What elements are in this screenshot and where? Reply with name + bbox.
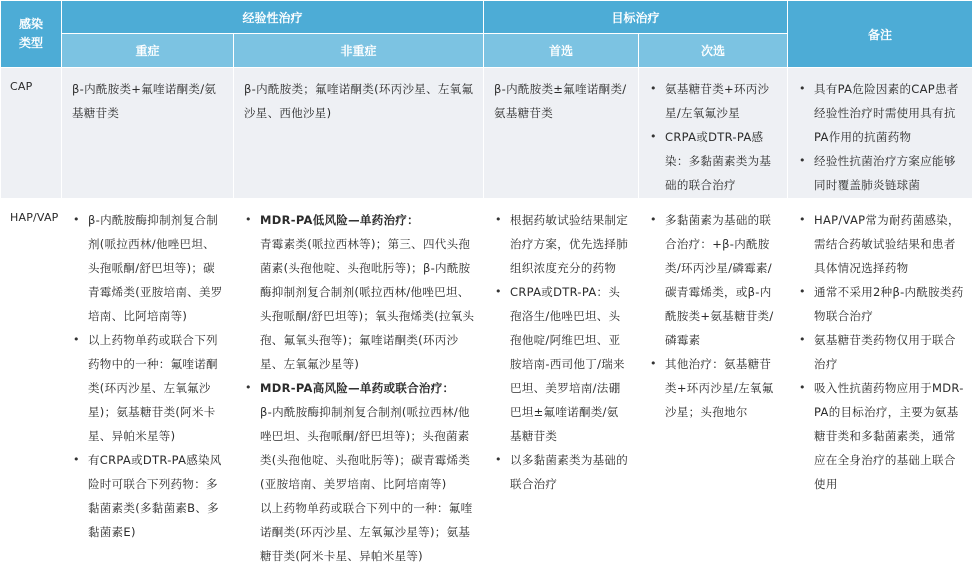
high-risk-title: MDR-PA高风险—单药或联合治疗：: [260, 381, 455, 395]
high-risk-text-2: 以上药物单药或联合下列中的一种：氟喹诺酮类(环丙沙星、左氧氟沙星等)；氨基糖苷类(阿米卡星、异帕米星等): [260, 501, 473, 563]
row-type-hap: HAP/VAP: [1, 199, 62, 569]
list-item: • 通常不采用2种β-内酰胺类药物联合治疗: [796, 280, 964, 328]
cap-severe-cell: [62, 68, 234, 199]
notes-header: 备注: [788, 1, 972, 68]
row-type-cap: CAP: [1, 68, 62, 199]
list-item: • 经验性抗菌治疗方案应能够同时覆盖肺炎链球菌: [796, 149, 964, 197]
cap-severe-text: β-内酰胺类+氟喹诺酮类/氨基糖苷类: [72, 82, 217, 120]
list-item: • 根据药敏试验结果制定治疗方案，优先选择肺组织浓度充分的药物: [492, 208, 630, 280]
list-item: • HAP/VAP常为耐药菌感染，需结合药敏试验结果和患者具体情况选择药物: [796, 208, 964, 280]
cap-second-cell: [639, 68, 788, 199]
list-item: [242, 208, 475, 376]
low-risk-text: 青霉素类(哌拉西林等)；第三、四代头孢菌素(头孢他啶、头孢吡肟等)；β-内酰胺酶抑制剂复合制剂(哌拉西林/他唑巴坦、头孢哌酮/舒巴坦等)；氧头孢烯类(拉氧头孢、氟氧头孢等)；氟喹诺酮类(环丙沙星、左氧氟沙星等): [260, 237, 475, 371]
hap-severe-cell: [62, 199, 234, 569]
first-choice-header: 首选: [484, 34, 639, 68]
list-item: • 具有PA危险因素的CAP患者经验性治疗时需使用具有抗PA作用的抗菌药物: [796, 77, 964, 149]
cap-first-text: β-内酰胺类±氟喹诺酮类/氨基糖苷类: [494, 82, 627, 120]
hap-notes-cell: [788, 199, 972, 569]
hap-second-cell: [639, 199, 788, 569]
second-choice-header: 次选: [639, 34, 788, 68]
non-severe-header: 非重症: [234, 34, 484, 68]
low-risk-title: MDR-PA低风险—单药治疗：: [260, 213, 419, 227]
list-item: • 以多黏菌素类为基础的联合治疗: [492, 448, 630, 496]
cap-first-cell: [484, 68, 639, 199]
table-row-hap: [1, 199, 972, 569]
hap-first-cell: [484, 199, 639, 569]
severe-header: 重症: [62, 34, 234, 68]
list-item: [242, 376, 475, 568]
list-item: • 多黏菌素为基础的联合治疗：+β-内酰胺类/环丙沙星/磷霉素/碳青霉烯类，或β-内酰胺类+氨基糖苷类/磷霉素: [647, 208, 779, 352]
list-item: • CRPA或DTR-PA感染：多黏菌素类为基础的联合治疗: [647, 125, 779, 197]
list-item: • β-内酰胺酶抑制剂复合制剂(哌拉西林/他唑巴坦、头孢哌酮/舒巴坦等)；碳青霉烯类(亚胺培南、美罗培南、比阿培南等): [70, 208, 225, 328]
targeted-treatment-header: 目标治疗: [484, 1, 788, 34]
table-row-cap: [1, 68, 972, 199]
list-item: • 以上药物单药或联合下列药物中的一种：氟喹诺酮类(环丙沙星、左氧氟沙星)；氨基糖苷类(阿米卡星、异帕米星等): [70, 328, 225, 448]
list-item: • 氨基糖苷类+环丙沙星/左氧氟沙星: [647, 77, 779, 125]
high-risk-text: β-内酰胺酶抑制剂复合制剂(哌拉西林/他唑巴坦、头孢哌酮/舒巴坦等)；头孢菌素类(头孢他啶、头孢吡肟等)；碳青霉烯类(亚胺培南、美罗培南、比阿培南等): [260, 405, 471, 491]
list-item: • 有CRPA或DTR-PA感染风险时可联合下列药物：多黏菌素类(多黏菌素B、多黏菌素E): [70, 448, 225, 544]
cap-non-severe-text: β-内酰胺类；氟喹诺酮类(环丙沙星、左氧氟沙星、西他沙星): [244, 82, 474, 120]
hap-non-severe-cell: [234, 199, 484, 569]
list-item: • 其他治疗：氨基糖苷类+环丙沙星/左氧氟沙星；头孢地尔: [647, 352, 779, 424]
list-item: • 吸入性抗菌药物应用于MDR-PA的目标治疗，主要为氨基糖苷类和多黏菌素类，通常应在全身治疗的基础上联合使用: [796, 376, 964, 496]
list-item: • 氨基糖苷类药物仅用于联合治疗: [796, 328, 964, 376]
infection-type-header: 感染 类型: [1, 1, 62, 68]
cap-non-severe-cell: [234, 68, 484, 199]
cap-notes-cell: [788, 68, 972, 199]
empirical-treatment-header: 经验性治疗: [62, 1, 484, 34]
list-item: • CRPA或DTR-PA：头孢洛生/他唑巴坦、头孢他啶/阿维巴坦、亚胺培南-西司他丁/瑞来巴坦、美罗培南/法硼巴坦±氟喹诺酮类/氨基糖苷类: [492, 280, 630, 448]
